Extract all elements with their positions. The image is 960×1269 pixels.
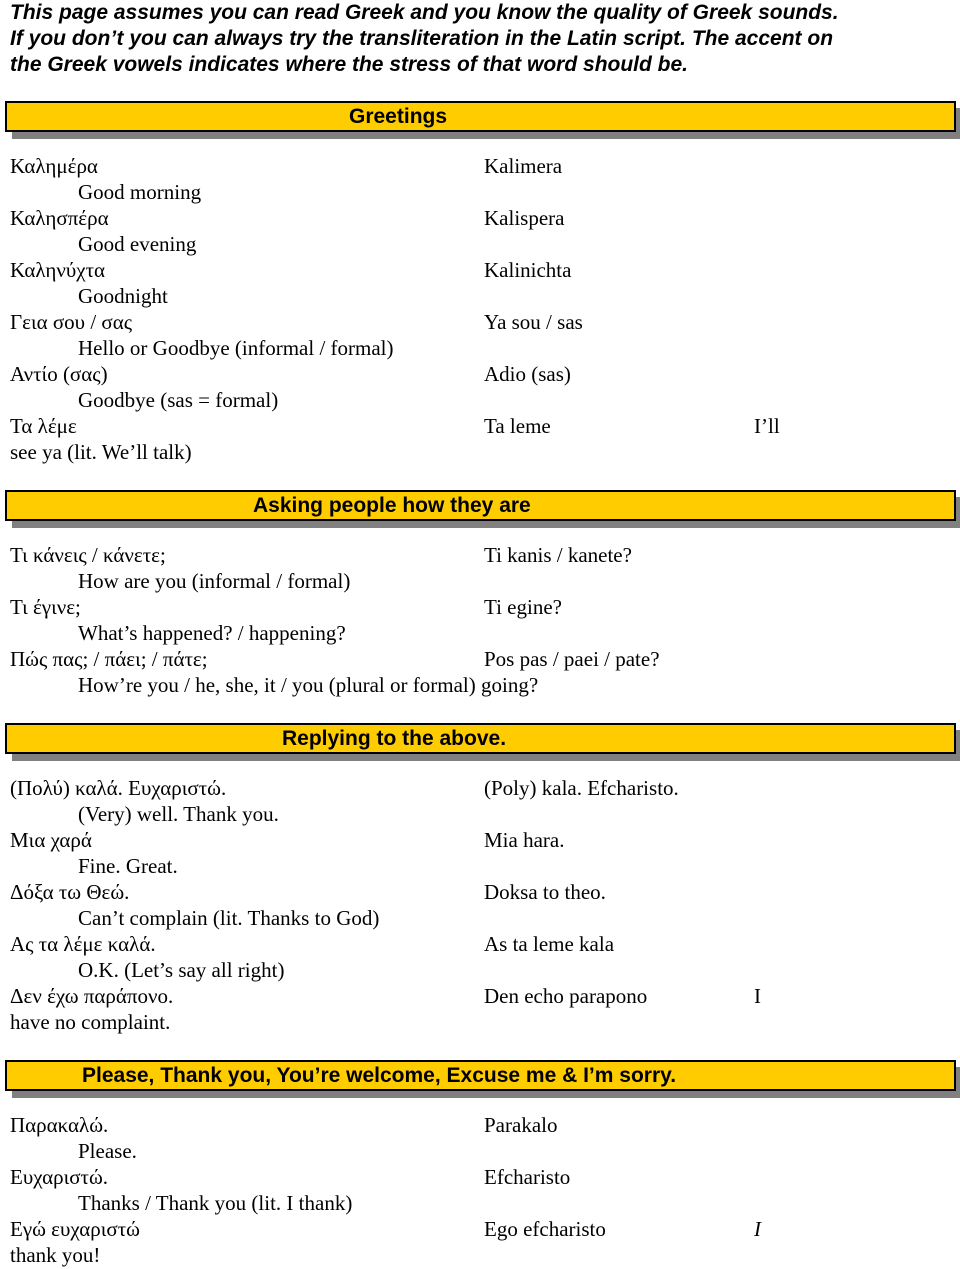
english-meaning: What’s happened? / happening? [78,621,346,645]
latin-phrase: Doksa to theo. [484,880,606,904]
english-meaning: Goodbye (sas = formal) [78,388,279,412]
intro-text [10,0,950,78]
greek-phrase: Καλησπέρα [10,206,109,230]
latin-phrase: Mia hara. [484,828,565,852]
english-meaning: O.K. (Let’s say all right) [78,958,285,982]
section-title: Greetings [349,105,448,128]
intro-line: If you don’t you can always try the transliteration in the Latin script. The accent on [10,27,834,50]
english-meaning: How’re you / he, she, it / you (plural or formal) going? [78,673,539,697]
greek-phrase: Παρακαλώ. [10,1113,109,1137]
greek-phrase: Καληνύχτα [10,258,106,282]
intro-line: the Greek vowels indicates where the stress of that word should be. [10,53,689,76]
english-meaning: Please. [78,1139,137,1163]
intro-line: This page assumes you can read Greek and you know the quality of Greek sounds. [10,1,839,24]
greek-phrase: Γεια σου / σας [10,310,133,334]
english-meaning: Good evening [78,232,197,256]
english-meaning: Hello or Goodbye (informal / formal) [78,336,394,360]
english-meaning: (Very) well. Thank you. [78,802,279,826]
meaning-start: I [754,1217,761,1241]
greek-phrase: (Πολύ) καλά. Ευχαριστώ. [10,776,227,800]
greek-phrase: Πώς πας; / πάει; / πάτε; [10,647,208,671]
greek-phrase: Τι έγινε; [10,595,81,619]
greek-phrase: Αντίο (σας) [10,362,108,386]
latin-phrase: Efcharisto [484,1165,571,1189]
latin-phrase: Ti kanis / kanete? [484,543,632,567]
english-meaning: How are you (informal / formal) [78,569,351,593]
greek-phrase: Εγώ ευχαριστώ [10,1217,140,1241]
greek-phrase: Μια χαρά [10,828,92,852]
english-meaning-wrap: see ya (lit. We’ll talk) [10,440,192,464]
latin-phrase: Kalinichta [484,258,572,282]
greek-phrase: Ευχαριστώ. [10,1165,109,1189]
section-banner-asking [5,490,956,521]
latin-phrase: Kalimera [484,154,563,178]
english-meaning: Good morning [78,180,202,204]
latin-phrase: Den echo parapono [484,984,648,1008]
meaning-start: I’ll [754,414,780,438]
section-banner-greetings [5,101,956,132]
english-meaning: Goodnight [78,284,168,308]
latin-phrase: Adio (sas) [484,362,571,386]
greek-phrase: Τα λέμε [10,414,77,438]
greek-phrase: Καλημέρα [10,154,98,178]
greek-phrase: Ας τα λέμε καλά. [10,932,156,956]
latin-phrase: As ta leme kala [484,932,615,956]
greek-phrase: Τι κάνεις / κάνετε; [10,543,166,567]
section-title: Please, Thank you, You’re welcome, Excuse me & I’m sorry. [82,1064,677,1087]
greek-phrase: Δόξα τω Θεώ. [10,880,130,904]
section-banner-please-thank-you [5,1060,956,1091]
section-banner-replying [5,723,956,754]
latin-phrase: Pos pas / paei / pate? [484,647,660,671]
english-meaning: Fine. Great. [78,854,178,878]
english-meaning: Thanks / Thank you (lit. I thank) [78,1191,353,1215]
section-title: Replying to the above. [282,727,507,750]
greek-phrase: Δεν έχω παράπονο. [10,984,174,1008]
latin-phrase: Ego efcharisto [484,1217,606,1241]
latin-phrase: Ta leme [484,414,551,438]
latin-phrase: Kalispera [484,206,565,230]
latin-phrase: Parakalo [484,1113,558,1137]
latin-phrase: Ya sou / sas [484,310,583,334]
english-meaning-wrap: thank you! [10,1243,101,1267]
english-meaning-wrap: have no complaint. [10,1010,171,1034]
latin-phrase: (Poly) kala. Efcharisto. [484,776,679,800]
meaning-start: I [754,984,761,1008]
section-title: Asking people how they are [253,494,531,517]
latin-phrase: Ti egine? [484,595,562,619]
english-meaning: Can’t complain (lit. Thanks to God) [78,906,380,930]
